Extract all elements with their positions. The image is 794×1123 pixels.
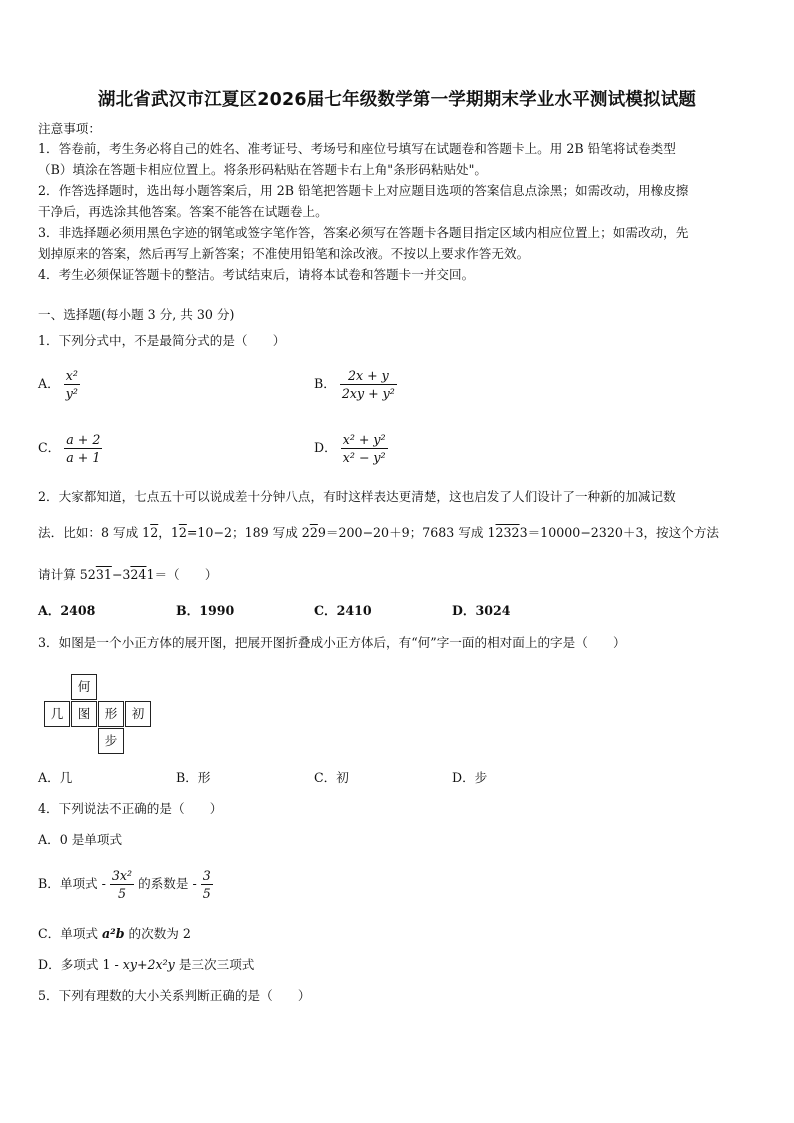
notice-item: 3．非选择题必须用黑色字迹的钢笔或签字笔作答，答案必须写在答题卡各题目指定区域内相应位置上；如需改动，先 xyxy=(38,225,689,240)
net-cell: 形 xyxy=(98,701,124,727)
q1-option-b: B． $\frac{2x + y}{\text{2xy + y²}}$ xyxy=(314,368,395,401)
notice-item: （B）填涂在答题卡相应位置上。将条形码粘贴在答题卡右上角"条形码粘贴处"。 xyxy=(38,162,488,177)
notice-heading: 注意事项： xyxy=(38,121,101,136)
q1-option-a: A． $\frac{\text{x²}}{\text{y²}}$ xyxy=(38,368,78,401)
question-3-stem: 3．如图是一个小正方体的展开图，把展开图折叠成小正方体后，有“何”字一面的相对面上的字是（ ） xyxy=(38,635,626,650)
fraction: $\frac{\text{x² + y²}}{\text{x² − y²}}$ xyxy=(342,432,386,465)
section-heading: 一、选择题(每小题 3 分, 共 30 分) xyxy=(38,307,235,322)
fraction: $\frac{\text{3x²}}{5}$ xyxy=(111,868,133,901)
notice-item: 划掉原来的答案，然后再写上新答案；不准使用铅笔和涂改液。不按以上要求作答无效。 xyxy=(38,246,530,261)
notice-item: 2．作答选择题时，选出每小题答案后，用 2B 铅笔把答题卡上对应题目选项的答案信息点涂黑；如需改动，用橡皮擦 xyxy=(38,183,689,198)
question-2-stem-line-1: 2．大家都知道，七点五十可以说成差十分钟八点，有时这样表达更清楚，这也启发了人们设计了一种新的加减记数 xyxy=(38,489,676,504)
net-cell: 初 xyxy=(125,701,151,727)
q4-option-c: C．单项式 a²b 的次数为 2 xyxy=(38,926,191,941)
fraction: $\frac{2x + y}{\text{2xy + y²}}$ xyxy=(341,368,395,401)
q2-option-d: D．3024 xyxy=(452,603,511,618)
net-cell: 步 xyxy=(98,728,124,754)
q4-option-b: B．单项式 - $\frac{\text{3x²}}{5}$ 的系数是 - $\frac{3}{5}$ xyxy=(38,868,211,901)
q4-option-a: A．0 是单项式 xyxy=(38,832,123,847)
q3-option-d: D．步 xyxy=(452,770,488,785)
q2-option-a: A．2408 xyxy=(38,603,96,618)
question-4-stem: 4．下列说法不正确的是（ ） xyxy=(38,801,223,816)
fraction: $\frac{3}{5}$ xyxy=(202,868,211,901)
question-1-stem: 1．下列分式中，不是最简分式的是（ ） xyxy=(38,333,286,348)
notice-item: 1．答卷前，考生务必将自己的姓名、准考证号、考场号和座位号填写在试题卷和答题卡上。用 2B 铅笔将试卷类型 xyxy=(38,141,676,156)
question-2-stem-line-2: 法．比如：8 写成 12，12=10−2；189 写成 229＝200−20＋9；7683 写成 12323＝10000−2320＋3，按这个方法 xyxy=(38,525,720,540)
q3-option-a: A．几 xyxy=(38,770,73,785)
q1-option-d: D． $\frac{\text{x² + y²}}{\text{x² − y²}}$ xyxy=(314,432,386,465)
q3-option-b: B．形 xyxy=(176,770,211,785)
notice-item: 干净后，再选涂其他答案。答案不能答在试题卷上。 xyxy=(38,204,328,219)
question-2-stem-line-3: 请计算 5231−3241＝（ ） xyxy=(38,567,218,582)
q2-option-c: C．2410 xyxy=(314,603,372,618)
q4-option-d: D．多项式 1 - xy+2x²y 是三次三项式 xyxy=(38,957,255,972)
fraction: $\frac{a + 2}{a + 1}$ xyxy=(66,432,101,465)
net-cell: 图 xyxy=(71,701,97,727)
page-title: 湖北省武汉市江夏区2026届七年级数学第一学期期末学业水平测试模拟试题 xyxy=(97,90,697,110)
q2-option-b: B．1990 xyxy=(176,603,235,618)
net-cell: 何 xyxy=(71,674,97,700)
net-cell: 几 xyxy=(44,701,70,727)
notice-item: 4．考生必须保证答题卡的整洁。考试结束后，请将本试卷和答题卡一并交回。 xyxy=(38,267,475,282)
q1-option-c: C． $\frac{a + 2}{a + 1}$ xyxy=(38,432,101,465)
question-5-stem: 5．下列有理数的大小关系判断正确的是（ ） xyxy=(38,988,311,1003)
fraction: $\frac{\text{x²}}{\text{y²}}$ xyxy=(65,368,78,401)
q3-option-c: C．初 xyxy=(314,770,349,785)
